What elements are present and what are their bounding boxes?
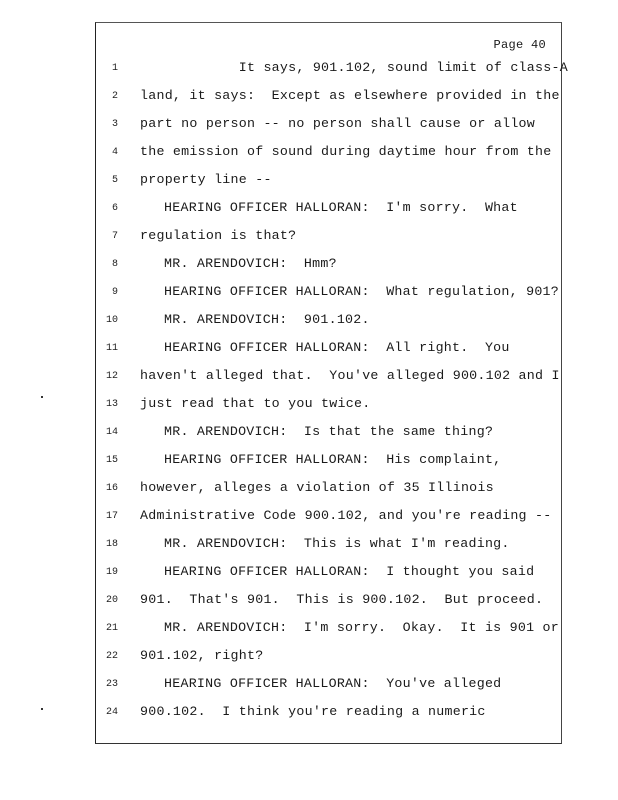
line-text: MR. ARENDOVICH: I'm sorry. Okay. It is 901 or (164, 620, 560, 635)
page-number: Page 40 (493, 38, 546, 52)
scan-speck (41, 708, 43, 710)
line-text: HEARING OFFICER HALLORAN: What regulation, 901? (164, 284, 560, 299)
line-text: just read that to you twice. (140, 396, 371, 411)
line-number: 11 (105, 343, 118, 354)
line-number: 17 (105, 511, 118, 522)
line-text: regulation is that? (140, 228, 297, 243)
transcript-line (0, 172, 618, 194)
line-number: 4 (111, 147, 118, 158)
transcript-line (0, 228, 618, 250)
line-number: 20 (105, 595, 118, 606)
transcript-line (0, 60, 618, 82)
line-text: HEARING OFFICER HALLORAN: I'm sorry. What (164, 200, 518, 215)
line-text: the emission of sound during daytime hour from the (140, 144, 552, 159)
line-number: 7 (111, 231, 118, 242)
line-text: MR. ARENDOVICH: Is that the same thing? (164, 424, 494, 439)
line-number: 21 (105, 623, 118, 634)
line-text: HEARING OFFICER HALLORAN: I thought you said (164, 564, 535, 579)
transcript-line (0, 144, 618, 166)
transcript-line (0, 704, 618, 726)
line-number: 19 (105, 567, 118, 578)
line-text: MR. ARENDOVICH: This is what I'm reading. (164, 536, 510, 551)
transcript-line (0, 88, 618, 110)
line-text: HEARING OFFICER HALLORAN: You've alleged (164, 676, 502, 691)
line-number: 2 (111, 91, 118, 102)
line-text: Administrative Code 900.102, and you're reading -- (140, 508, 552, 523)
transcript-line (0, 312, 618, 334)
line-number: 14 (105, 427, 118, 438)
line-text: 901. That's 901. This is 900.102. But proceed. (140, 592, 544, 607)
transcript-line (0, 508, 618, 530)
line-number: 3 (111, 119, 118, 130)
line-text: haven't alleged that. You've alleged 900.102 and I (140, 368, 560, 383)
transcript-line (0, 116, 618, 138)
line-text: 901.102, right? (140, 648, 264, 663)
line-text: however, alleges a violation of 35 Illinois (140, 480, 494, 495)
transcript-line (0, 200, 618, 222)
transcript-line (0, 340, 618, 362)
line-number: 9 (111, 287, 118, 298)
line-number: 12 (105, 371, 118, 382)
line-number: 5 (111, 175, 118, 186)
scan-speck (41, 396, 43, 398)
line-number: 13 (105, 399, 118, 410)
transcript-line (0, 256, 618, 278)
line-number: 24 (105, 707, 118, 718)
line-text: It says, 901.102, sound limit of class-A (140, 60, 568, 75)
transcript-line (0, 620, 618, 642)
line-text: land, it says: Except as elsewhere provided in the (140, 88, 560, 103)
line-text: MR. ARENDOVICH: 901.102. (164, 312, 370, 327)
line-number: 1 (111, 63, 118, 74)
transcript-line (0, 480, 618, 502)
line-text: 900.102. I think you're reading a numeric (140, 704, 486, 719)
line-text: HEARING OFFICER HALLORAN: His complaint, (164, 452, 502, 467)
line-text: property line -- (140, 172, 272, 187)
line-number: 15 (105, 455, 118, 466)
transcript-line (0, 452, 618, 474)
line-text: HEARING OFFICER HALLORAN: All right. You (164, 340, 510, 355)
transcript-line (0, 648, 618, 670)
line-number: 23 (105, 679, 118, 690)
transcript-line (0, 676, 618, 698)
transcript-line (0, 284, 618, 306)
transcript-line (0, 424, 618, 446)
line-text: MR. ARENDOVICH: Hmm? (164, 256, 337, 271)
transcript-line (0, 536, 618, 558)
line-number: 18 (105, 539, 118, 550)
transcript-line (0, 396, 618, 418)
line-text: part no person -- no person shall cause or allow (140, 116, 536, 131)
transcript-line (0, 564, 618, 586)
transcript-line (0, 592, 618, 614)
line-number: 8 (111, 259, 118, 270)
line-number: 16 (105, 483, 118, 494)
line-number: 10 (105, 315, 118, 326)
line-number: 6 (111, 203, 118, 214)
line-number: 22 (105, 651, 118, 662)
transcript-line (0, 368, 618, 390)
